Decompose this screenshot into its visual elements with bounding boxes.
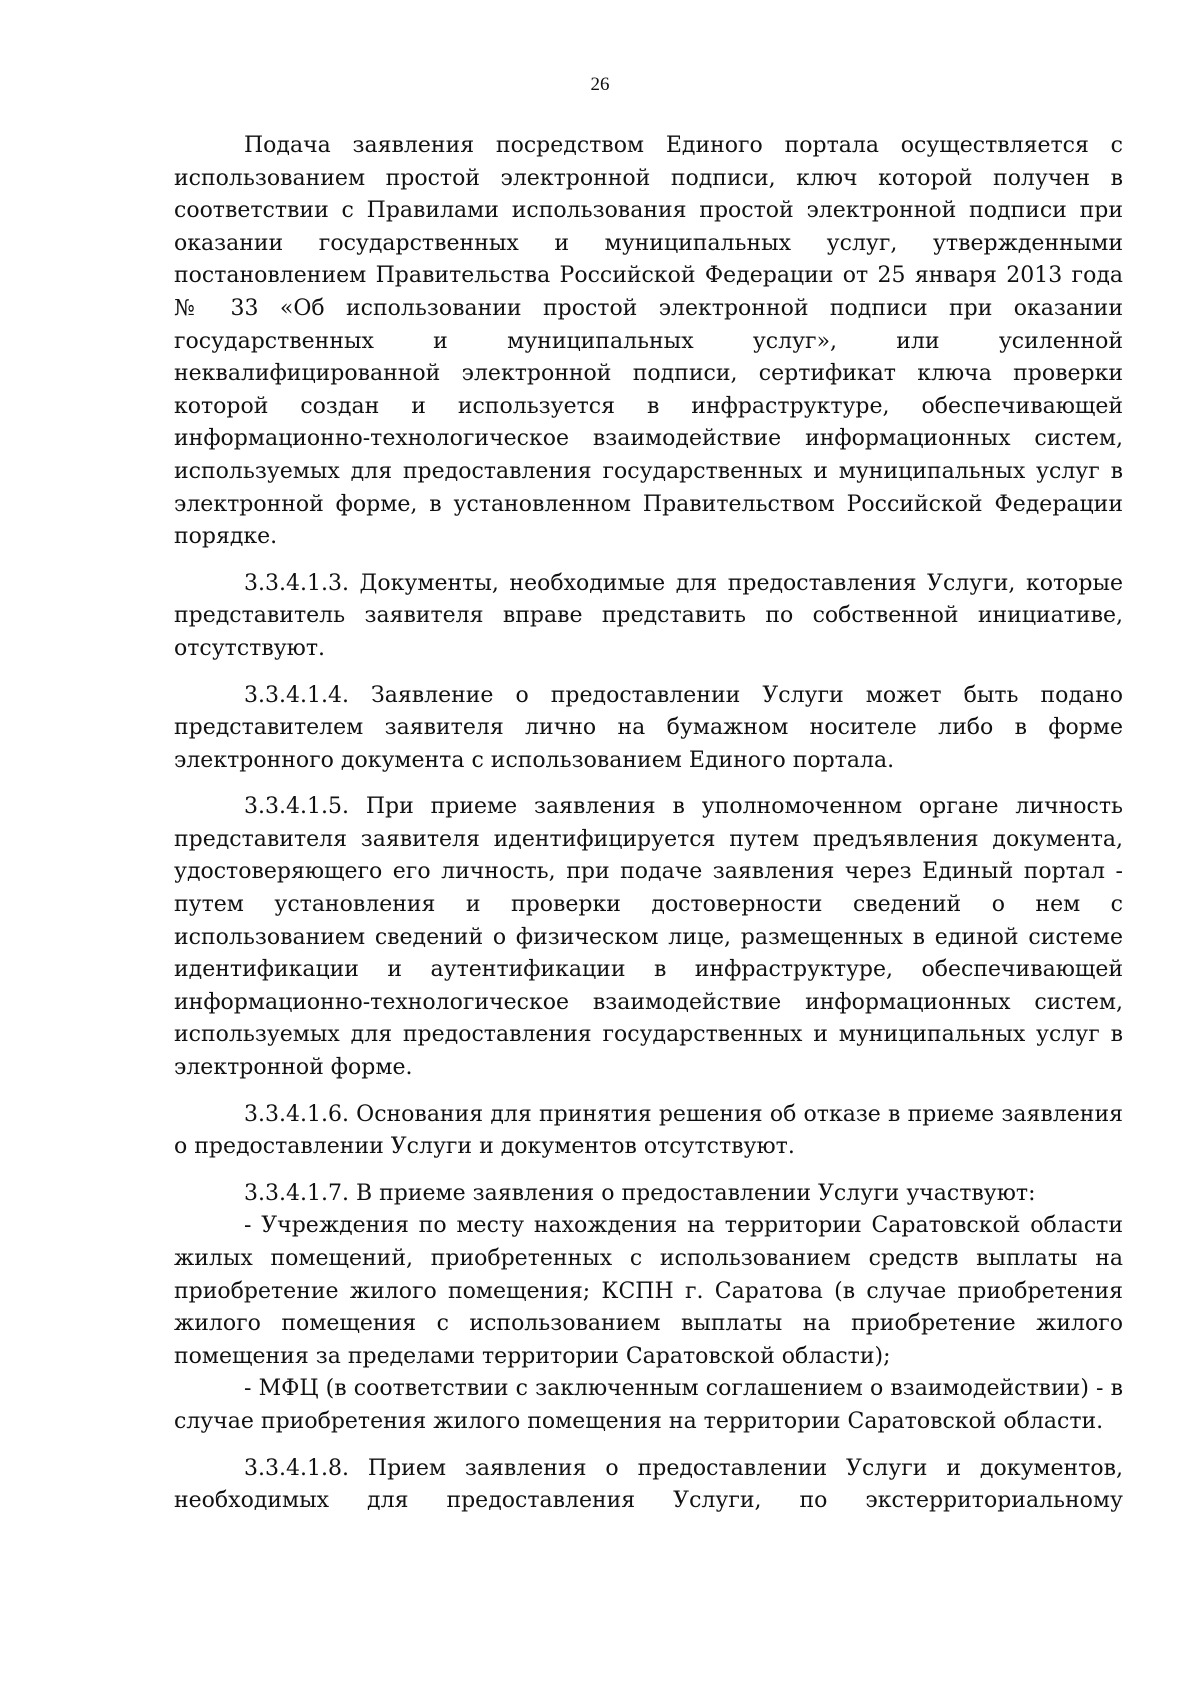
paragraph-3-3-4-1-5: 3.3.4.1.5. При приеме заявления в уполномоченном органе личность представителя заявителя идентифицируется путем предъявления документа, удостоверяющего его личность, при подаче заявления через Единый портал - путем установления и проверки достоверности сведений о нем с использованием сведений о физическом лице, размещенных в единой системе идентификации и аутентификации в инфраструктуре, обеспечивающей информационно-технологическое взаимодействие информационных систем, используемых для предоставления государственных и муниципальных услуг в электронной форме. [174, 794, 1123, 1081]
paragraph-electronic-signature: Подача заявления посредством Единого портала осуществляется с использованием простой электронной подписи, ключ которой получен в соответствии с Правилами использования простой электронной подписи при оказании государственных и муниципальных услуг, утвержденными постановлением Правительства Российской Федерации от 25 января 2013 года № 33 «Об использовании простой электронной подписи при оказании государственных и муниципальных услуг», или усиленной неквалифицированной электронной подписи, сертификат ключа проверки которой создан и используется в инфраструктуре, обеспечивающей информационно-технологическое взаимодействие информационных систем, используемых для предоставления государственных и муниципальных услуг в электронной форме, в установленном Правительством Российской Федерации порядке. [174, 133, 1123, 550]
paragraph-3-3-4-1-4: 3.3.4.1.4. Заявление о предоставлении Услуги может быть подано представителем заявителя лично на бумажном носителе либо в форме электронного документа с использованием Единого портала. [174, 682, 1123, 773]
paragraph-3-3-4-1-8: 3.3.4.1.8. Прием заявления о предоставлении Услуги и документов, необходимых для предоставления Услуги, по экстерриториальному [174, 1455, 1123, 1514]
document-body [174, 130, 1123, 1518]
paragraph-3-3-4-1-6: 3.3.4.1.6. Основания для принятия решения об отказе в приеме заявления о предоставлении Услуги и документов отсутствуют. [174, 1101, 1123, 1160]
paragraph-3-3-4-1-3: 3.3.4.1.3. Документы, необходимые для предоставления Услуги, которые представитель заявителя вправе представить по собственной инициативе, отсутствуют. [174, 570, 1123, 661]
page-number: 26 [590, 74, 610, 95]
paragraph-3-3-4-1-7: 3.3.4.1.7. В приеме заявления о предоставлении Услуги участвуют: [244, 1180, 1036, 1206]
list-item-institutions: - Учреждения по месту нахождения на территории Саратовской области жилых помещений, приобретенных с использованием средств выплаты на приобретение жилого помещения; КСПН г. Саратова (в случае приобретения жилого помещения с использованием выплаты на приобретение жилого помещения за пределами территории Саратовской области); [174, 1213, 1123, 1369]
list-item-mfc: - МФЦ (в соответствии с заключенным соглашением о взаимодействии) - в случае приобретения жилого помещения на территории Саратовской области. [174, 1376, 1123, 1434]
